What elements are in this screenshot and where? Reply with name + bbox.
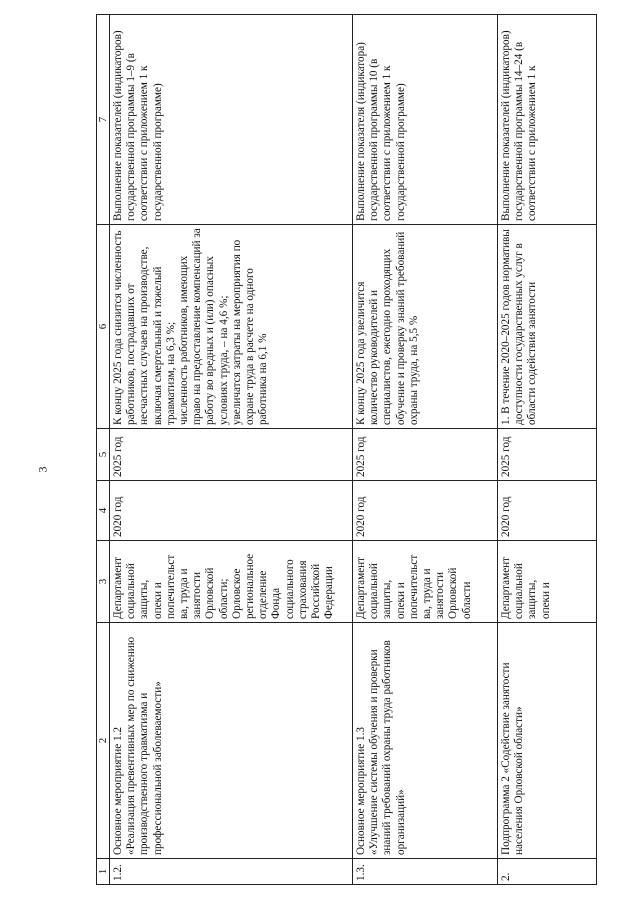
start-cell: 2020 год <box>353 481 498 541</box>
result-cell: К концу 2025 года снизится численность работников, пострадавших от несчастных случаев на производстве, включая смертельный и тяжелый травматизм, на 6,3 %; численность работников, имеющих право на предоставление компенсаций за работу во вредных и (или) опасных условиях труда, – на 4,6 %; увеличатся затраты на мероприятия по охране труда в расчете на одного работника на 6,1 % <box>110 225 353 429</box>
table-row <box>498 15 597 885</box>
measure-cell: Подпрограмма 2 «Содействие занятости населения Орловской области» <box>498 623 597 859</box>
end-cell: 2025 год <box>110 429 353 481</box>
start-cell: 2020 год <box>498 481 597 541</box>
measure-cell: Основное мероприятие 1.2 «Реализация превентивных мер по снижению производственного травматизма и профессиональной заболеваемости» <box>110 623 353 859</box>
row-number: 2. <box>498 859 597 885</box>
executor-cell: Департамент социальной защиты, опеки и <box>498 541 597 623</box>
header-cell: 3 <box>97 541 110 623</box>
link-cell: Выполнение показателей (индикаторов) государственной программы 1–9 (в соответствии с приложением 1 к государственной программе) <box>110 15 353 225</box>
header-cell: 2 <box>97 623 110 859</box>
link-cell: Выполнение показателя (индикатора) государственной программы 10 (в соответствии с приложением 1 к государственной программе) <box>353 15 498 225</box>
executor-cell: Департамент социальной защиты, опеки и попечительст ва, труда и занятости Орловской области; Орловское региональное отделение Фонда социального страхования Российской Федерации <box>110 541 353 623</box>
rotated-page <box>96 15 616 885</box>
program-table <box>96 14 597 885</box>
page-number: 3 <box>35 466 50 473</box>
header-row <box>97 15 110 885</box>
start-cell: 2020 год <box>110 481 353 541</box>
header-cell: 5 <box>97 429 110 481</box>
end-cell: 2025 год <box>353 429 498 481</box>
table-row <box>353 15 498 885</box>
link-cell: Выполнение показателей (индикаторов) государственной программы 14–24 (в соответствии с приложением 1 к <box>498 15 597 225</box>
end-cell: 2025 год <box>498 429 597 481</box>
header-cell: 6 <box>97 225 110 429</box>
table-row <box>110 15 353 885</box>
row-number: 1.3. <box>353 859 498 885</box>
measure-cell: Основное мероприятие 1.3 «Улучшение системы обучения и проверки знаний требований охраны труда работников организаций» <box>353 623 498 859</box>
result-cell: К концу 2025 года увеличится количество руководителей и специалистов, ежегодно проходящих обучение и проверку знаний требований охраны труда, на 5,5 % <box>353 225 498 429</box>
header-cell: 7 <box>97 15 110 225</box>
result-cell: 1. В течение 2020–2025 годов нормативы доступности государственных услуг в области содействия занятости <box>498 225 597 429</box>
row-number: 1.2. <box>110 859 353 885</box>
executor-cell: Департамент социальной защиты, опеки и попечительст ва, труда и занятости Орловской области <box>353 541 498 623</box>
header-cell: 4 <box>97 481 110 541</box>
header-cell: 1 <box>97 859 110 885</box>
